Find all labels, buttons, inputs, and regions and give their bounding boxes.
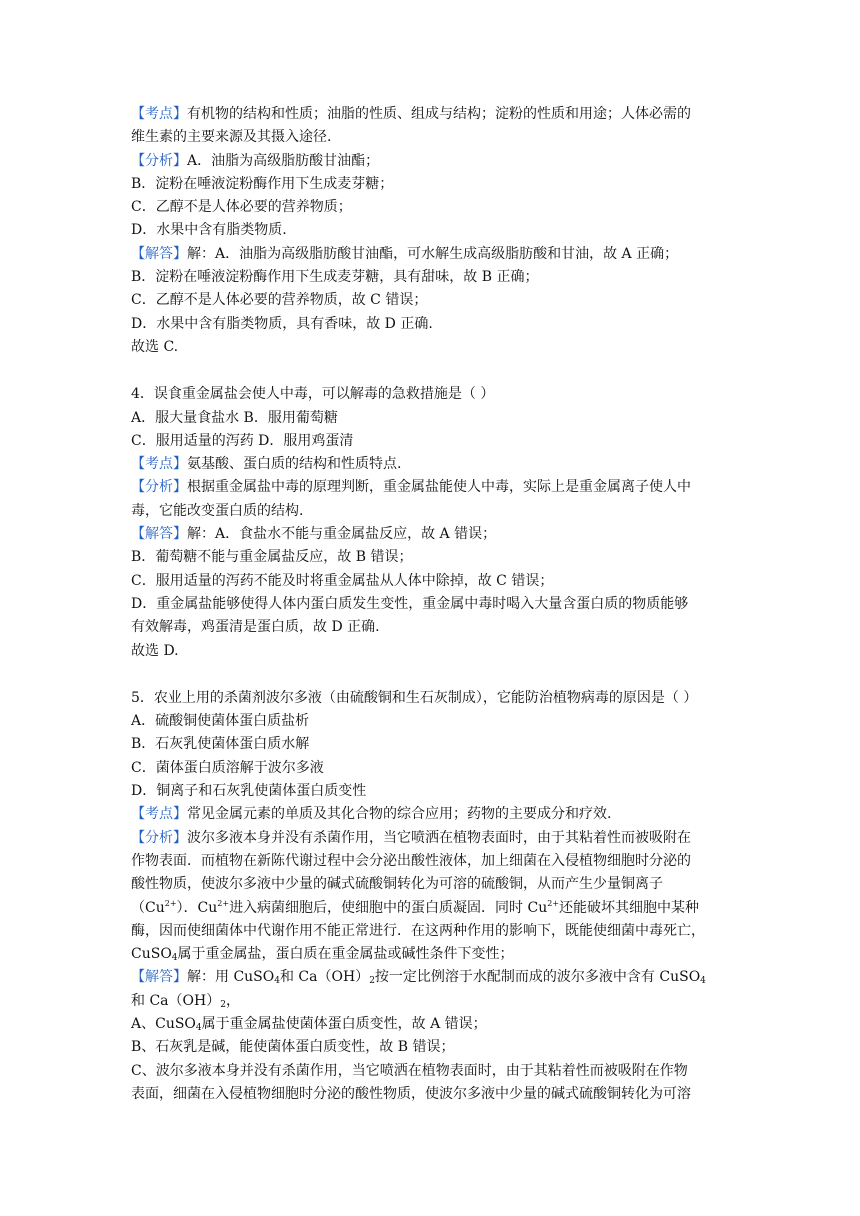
fenxi-tag: 【分析】 (131, 479, 187, 496)
q5-fenxi-text: 波尔多液本身并没有杀菌作用，当它喷洒在植物表面时，由于其粘着性而被吸附在 (187, 829, 691, 846)
text-run: ）．Cu (176, 899, 218, 916)
q3-fenxi-line-2: B．淀粉在唾液淀粉酶作用下生成麦芽糖； (131, 175, 394, 192)
q4-jieda-text: 解：A．食盐水不能与重金属盐反应，故 A 错误； (187, 526, 497, 543)
q4-kaodian-line (131, 453, 741, 476)
spacer (131, 663, 741, 687)
q4-jieda-line-5: 有效解毒，鸡蛋清是蛋白质，故 D 正确. (131, 619, 380, 636)
q4-jieda-line-1 (131, 523, 741, 546)
q3-kaodian-line-2: 维生素的主要来源及其摄入途径. (131, 129, 332, 146)
text-run: 和 Ca（OH） (131, 992, 221, 1009)
fenxi-tag: 【分析】 (131, 829, 187, 846)
jieda-tag: 【解答】 (131, 245, 187, 262)
jieda-tag: 【解答】 (131, 526, 187, 543)
q5-option-c: C．菌体蛋白质溶解于波尔多液 (131, 759, 324, 776)
text-run: 进入病菌细胞后，使细胞中的蛋白质凝固．同时 Cu (229, 899, 548, 916)
q5-fenxi-line-3: 酸性物质，使波尔多液中少量的碱式硫酸铜转化为可溶的硫酸铜，从而产生少量铜离子 (131, 876, 663, 893)
q4-fenxi-line-2: 毒，它能改变蛋白质的结构. (131, 502, 304, 519)
q5-option-d: D．铜离子和石灰乳使菌体蛋白质变性 (131, 783, 367, 800)
q5-fenxi-line-4 (131, 897, 741, 920)
spacer (131, 359, 741, 383)
q4-kaodian-text: 氨基酸、蛋白质的结构和性质特点. (187, 456, 402, 473)
subscript: 4 (700, 976, 706, 987)
q3-jieda-line-2: B．淀粉在唾液淀粉酶作用下生成麦芽糖，具有甜味，故 B 正确； (131, 269, 539, 286)
q5-jieda-line-4: B、石灰乳是碱，能使菌体蛋白质变性，故 B 错误； (131, 1039, 455, 1056)
q5-jieda-line-3 (131, 1013, 741, 1036)
subscript: 2 (369, 976, 375, 987)
q3-kaodian-line-1 (131, 103, 741, 126)
q3-jieda-line-1 (131, 243, 741, 266)
text-run: 解：用 CuSO (187, 969, 275, 986)
q3-jieda-line-4: D．水果中含有脂类物质，具有香味，故 D 正确. (131, 315, 433, 332)
q5-fenxi-line-2: 作物表面．而植物在新陈代谢过程中会分泌出酸性液体，加上细菌在入侵植物细胞时分泌的 (131, 852, 691, 869)
q4-stem: 4．误食重金属盐会使人中毒，可以解毒的急救措施是（ ） (131, 386, 495, 403)
q4-answer: 故选 D. (131, 642, 179, 659)
q5-jieda-line-6: 表面，细菌在入侵植物细胞时分泌的酸性物质，使波尔多液中少量的碱式硫酸铜转化为可溶 (131, 1085, 691, 1102)
subscript: 2 (220, 999, 226, 1010)
q3-fenxi-line-3: C．乙醇不是人体必要的营养物质； (131, 199, 352, 216)
subscript: 4 (274, 976, 280, 987)
q5-option-a: A．硫酸铜使菌体蛋白质盐析 (131, 713, 310, 730)
q5-jieda-line-5: C、波尔多液本身并没有杀菌作用，当它喷洒在植物表面时，由于其粘着性而被吸附在作物 (131, 1062, 688, 1079)
text-run: 和 Ca（OH） (279, 969, 370, 986)
subscript: 4 (195, 1022, 202, 1033)
text-run: （Cu (131, 899, 165, 916)
q3-jieda-text: 解：A．油脂为高级脂肪酸甘油酯，可水解生成高级脂肪酸和甘油，故 A 正确； (187, 245, 679, 262)
q5-jieda-line-2 (131, 990, 741, 1013)
text-run: 还能破坏其细胞中某种 (559, 899, 700, 916)
q4-option-line-1: A．服大量食盐水 B．服用葡萄糖 (131, 409, 338, 426)
kaodian-tag: 【考点】 (131, 806, 187, 823)
q4-fenxi-line-1 (131, 476, 741, 499)
q3-kaodian-text: 有机物的结构和性质；油脂的性质、组成与结构；淀粉的性质和用途；人体必需的 (187, 106, 691, 122)
q3-fenxi-text: A．油脂为高级脂肪酸甘油酯； (187, 152, 380, 169)
q5-option-b: B．石灰乳使菌体蛋白质水解 (131, 736, 310, 753)
text-run: ， (225, 992, 240, 1009)
q5-jieda-line-1 (131, 966, 741, 989)
q5-fenxi-line-1 (131, 827, 741, 850)
q3-jieda-line-3: C．乙醇不是人体必要的营养物质，故 C 错误； (131, 292, 428, 309)
q4-option-line-2: C．服用适量的泻药 D．服用鸡蛋清 (131, 432, 354, 449)
q5-kaodian-text: 常见金属元素的单质及其化合物的综合应用；药物的主要成分和疗效. (187, 806, 612, 823)
q5-stem: 5．农业上用的杀菌剂波尔多液（由硫酸铜和生石灰制成），它能防治植物病毒的原因是（ ） (131, 689, 698, 706)
q3-answer: 故选 C. (131, 338, 179, 355)
q4-fenxi-text: 根据重金属盐中毒的原理判断，重金属盐能使人中毒，实际上是重金属离子使人中 (187, 479, 691, 496)
q4-jieda-line-4: D．重金属盐能够使得人体内蛋白质发生变性，重金属中毒时喝入大量含蛋白质的物质能够 (131, 595, 689, 612)
q4-jieda-line-2: B．葡萄糖不能与重金属盐反应，故 B 错误； (131, 549, 413, 566)
text-run: CuSO (131, 946, 172, 963)
document-body (131, 103, 741, 1106)
q3-fenxi-line-4: D．水果中含有脂类物质. (131, 222, 287, 239)
kaodian-tag: 【考点】 (131, 106, 187, 122)
text-run: 属于重金属盐，蛋白质在重金属盐或碱性条件下变性； (177, 946, 514, 963)
text-run: 按一定比例溶于水配制而成的波尔多液中含有 CuSO (374, 969, 701, 986)
q3-fenxi-line-1 (131, 150, 741, 173)
q5-kaodian-line (131, 803, 741, 826)
superscript: 2+ (217, 898, 230, 908)
text-run: A、CuSO (131, 1015, 196, 1032)
q4-jieda-line-3: C．服用适量的泻药不能及时将重金属盐从人体中除掉，故 C 错误； (131, 572, 554, 589)
q5-fenxi-line-5: 酶，因而使细菌体中代谢作用不能正常进行．在这两种作用的影响下，既能使细菌中毒死亡， (131, 922, 705, 939)
kaodian-tag: 【考点】 (131, 456, 187, 473)
text-run: 属于重金属盐使菌体蛋白质变性，故 A 错误； (201, 1015, 487, 1032)
superscript: 2+ (164, 898, 177, 908)
fenxi-tag: 【分析】 (131, 152, 187, 169)
subscript: 4 (171, 953, 178, 964)
q5-fenxi-line-6 (131, 943, 741, 966)
jieda-tag: 【解答】 (131, 969, 187, 986)
superscript: 2+ (547, 898, 560, 908)
